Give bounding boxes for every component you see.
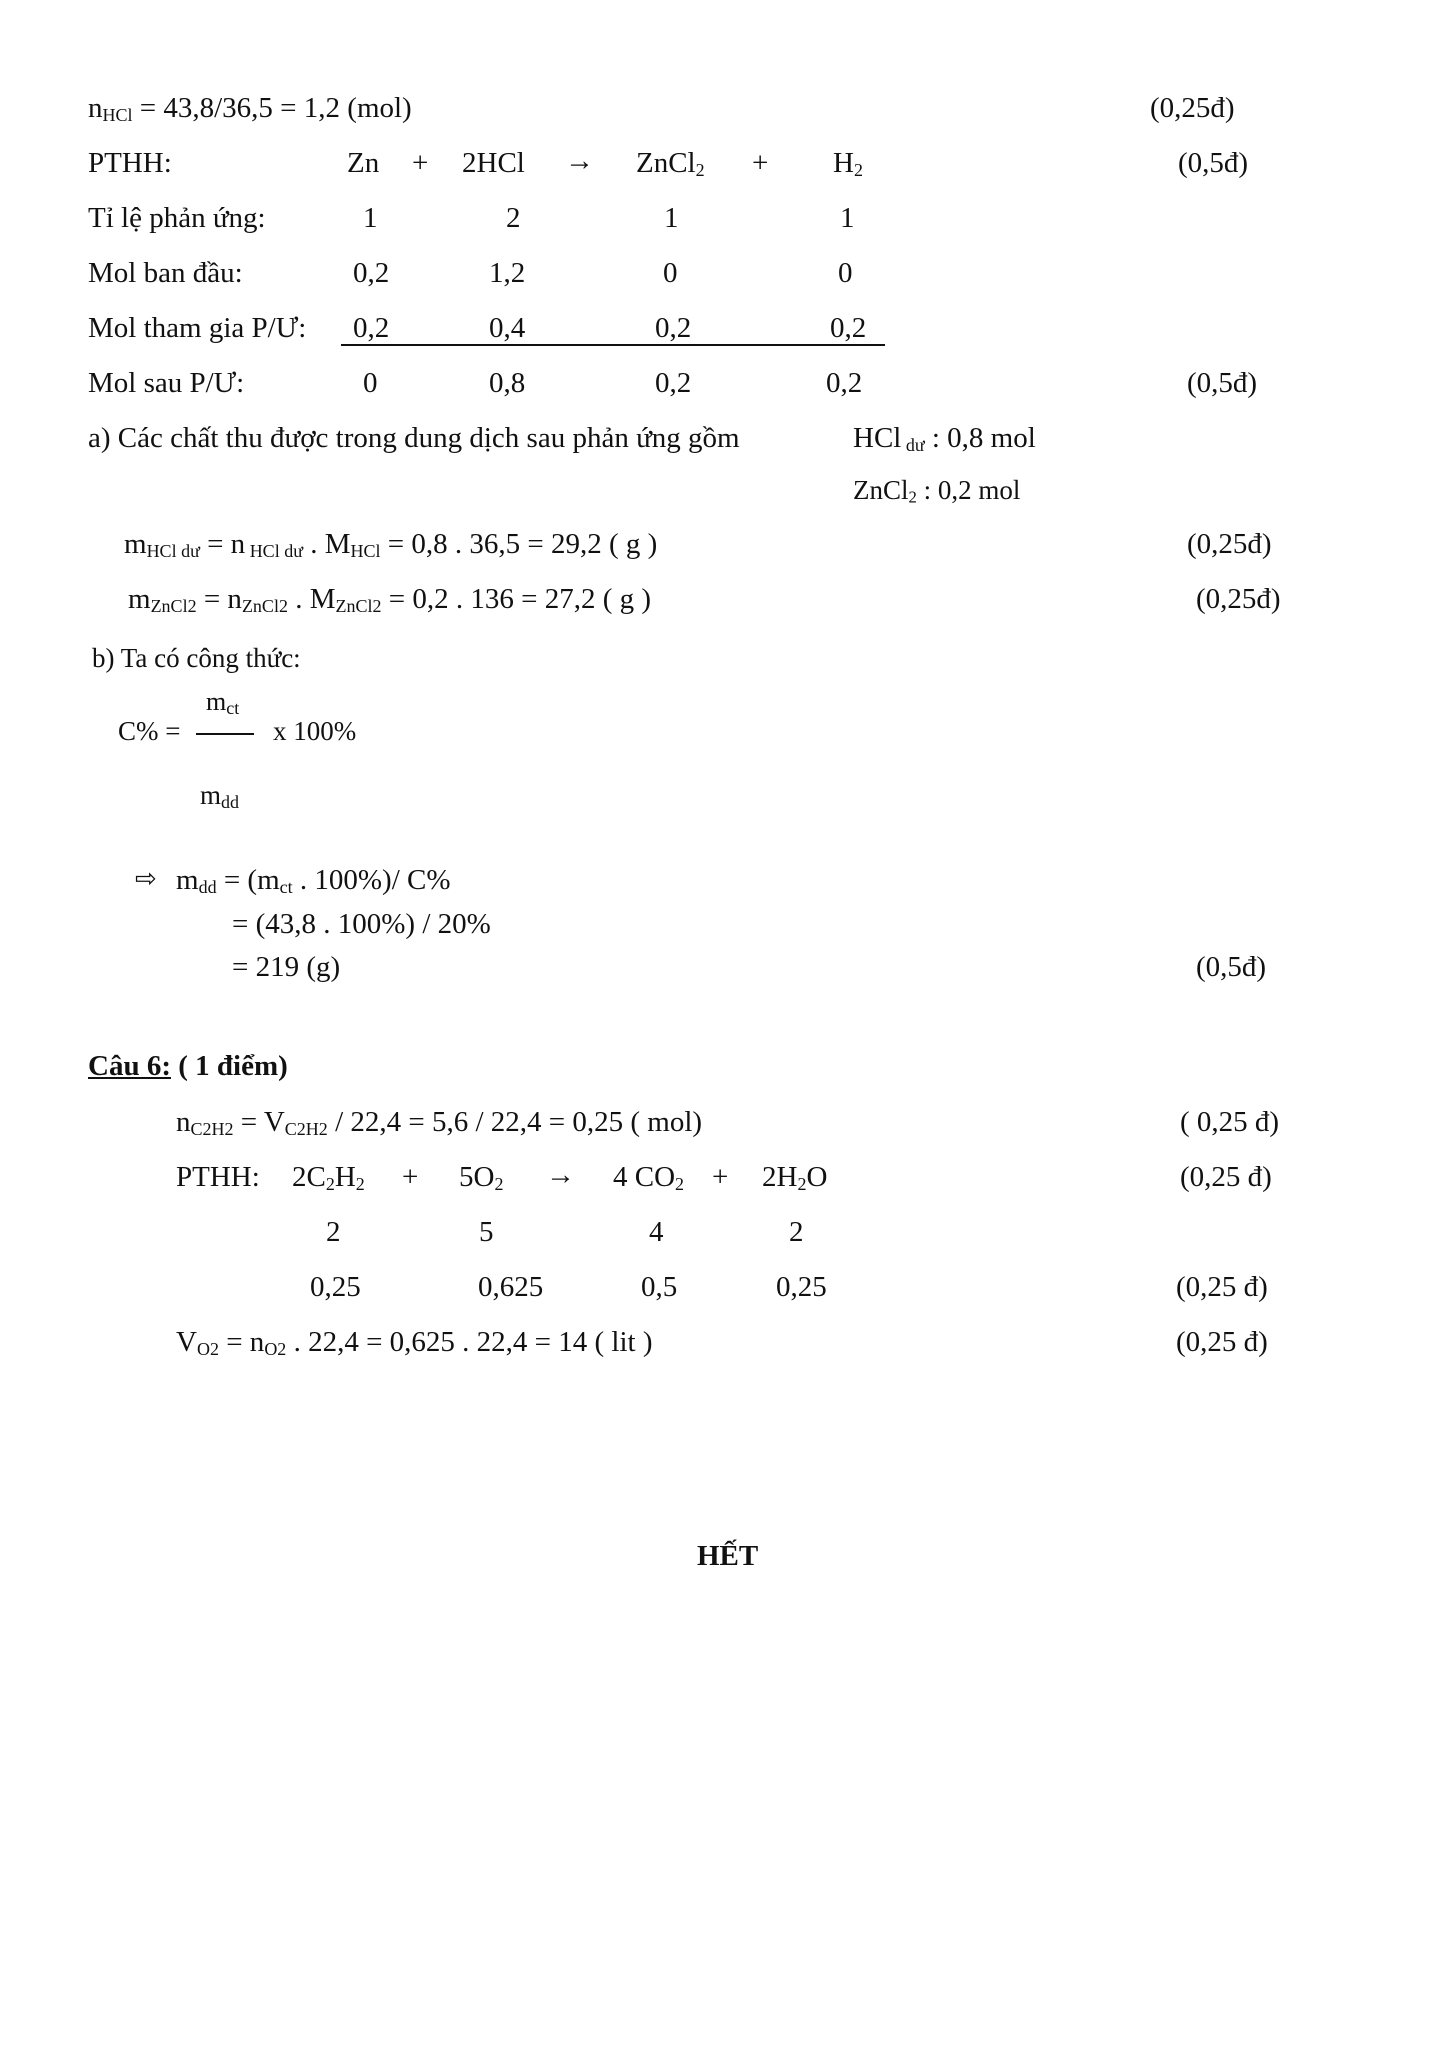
mass-hcl-line xyxy=(124,530,657,559)
denominator-symbol: m xyxy=(200,780,222,810)
after-h2: 0,2 xyxy=(826,367,863,399)
mol2-o2: 0,625 xyxy=(478,1271,544,1303)
n-symbol: n xyxy=(176,1106,191,1138)
numerator-symbol: m xyxy=(206,687,227,716)
mass-hcl-score: (0,25đ) xyxy=(1187,528,1272,560)
initial-zn: 0,2 xyxy=(353,257,390,289)
n-c2h2-line xyxy=(176,1108,702,1137)
formula-lhs: C% = xyxy=(118,716,181,746)
after-zn: 0 xyxy=(363,367,378,399)
plus-sign-2: + xyxy=(752,147,769,179)
o2-subscript: 2 xyxy=(494,1173,504,1194)
n-subscript-2: ZnCl2 xyxy=(241,595,288,616)
hcl-excess-subscript: dư xyxy=(901,434,925,455)
eq-n-o2: = n xyxy=(218,1326,265,1358)
mol2-score: (0,25 đ) xyxy=(1176,1271,1268,1303)
o2-base: 5O xyxy=(459,1161,495,1193)
v-o2-line xyxy=(176,1328,653,1357)
mdd-score: (0,5đ) xyxy=(1196,951,1267,983)
plus-sign: + xyxy=(412,147,429,179)
zncl2-amount-subscript: 2 xyxy=(908,487,917,507)
reactant-c2h2 xyxy=(292,1163,365,1192)
product-h2o xyxy=(762,1163,827,1192)
co2-subscript: 2 xyxy=(675,1173,685,1194)
initial-label: Mol ban đầu: xyxy=(88,257,243,289)
pthh-label: PTHH: xyxy=(88,147,172,179)
M-subscript: HCl xyxy=(350,540,381,561)
nhcl-symbol: n xyxy=(88,92,103,124)
mass-zncl2-calc: = 0,2 . 136 = 27,2 ( g ) xyxy=(381,583,652,615)
mdd-line-1 xyxy=(176,866,451,895)
part-b-title: b) Ta có công thức: xyxy=(92,643,301,673)
nhcl-calc: = 43,8/36,5 = 1,2 (mol) xyxy=(132,92,412,124)
reactant-zn: Zn xyxy=(347,147,380,179)
fraction-denominator xyxy=(200,780,240,812)
nhcl-line xyxy=(88,94,412,123)
product-zncl2 xyxy=(636,149,705,178)
hcl-excess-value: : 0,8 mol xyxy=(924,422,1036,454)
initial-h2: 0 xyxy=(838,257,853,289)
mdd-subscript: dd xyxy=(198,876,217,897)
reaction-arrow-icon: → xyxy=(565,145,594,177)
ratio-zncl2: 1 xyxy=(664,202,679,234)
cau6-heading xyxy=(88,1052,288,1081)
pthh2-score: (0,25 đ) xyxy=(1180,1161,1272,1193)
ratio2-co2: 4 xyxy=(649,1216,664,1248)
reacted-hcl: 0,4 xyxy=(489,312,526,344)
formula-times: x 100% xyxy=(273,716,357,746)
v-o2-calc: . 22,4 = 0,625 . 22,4 = 14 ( lit ) xyxy=(286,1326,653,1358)
implies-arrow-icon: ⇨ xyxy=(135,864,157,893)
m-symbol-2: m xyxy=(128,583,151,615)
fraction-bar xyxy=(196,733,254,735)
mol2-c2h2: 0,25 xyxy=(310,1271,361,1303)
cau6-title: Câu 6: xyxy=(88,1050,171,1082)
mdd-eq: = (m xyxy=(216,864,280,896)
n-c2h2-calc: / 22,4 = 5,6 / 22,4 = 0,25 ( mol) xyxy=(327,1106,703,1138)
mass-zncl2-score: (0,25đ) xyxy=(1196,583,1281,615)
ratio-h2: 1 xyxy=(840,202,855,234)
M-subscript-2: ZnCl2 xyxy=(335,595,382,616)
v-symbol: V xyxy=(176,1326,197,1358)
after-hcl: 0,8 xyxy=(489,367,526,399)
mol2-co2: 0,5 xyxy=(641,1271,678,1303)
hcl-excess-symbol: HCl xyxy=(853,422,902,454)
plus-sign-4: + xyxy=(712,1161,729,1193)
initial-zncl2: 0 xyxy=(663,257,678,289)
ratio-zn: 1 xyxy=(363,202,378,234)
h2o-o: O xyxy=(806,1161,828,1193)
n-subscript: HCl dư xyxy=(245,540,303,561)
zncl2-amount-value: : 0,2 mol xyxy=(916,475,1021,505)
ratio-label: Tỉ lệ phản ứng: xyxy=(88,202,266,234)
ratio2-c2h2: 2 xyxy=(326,1216,341,1248)
zncl2-amount xyxy=(853,475,1021,507)
zncl2-amount-symbol: ZnCl xyxy=(853,475,909,505)
co2-base: 4 CO xyxy=(613,1161,676,1193)
reaction-arrow-icon-2: → xyxy=(546,1159,575,1191)
v-c2h2-subscript: C2H2 xyxy=(284,1118,328,1139)
cau6-points: ( 1 điểm) xyxy=(170,1050,288,1082)
after-zncl2: 0,2 xyxy=(655,367,692,399)
m-subscript-2: ZnCl2 xyxy=(150,595,197,616)
v-o2-subscript: O2 xyxy=(196,1338,219,1359)
table-divider xyxy=(341,344,885,346)
initial-hcl: 1,2 xyxy=(489,257,526,289)
mct-subscript: ct xyxy=(279,876,293,897)
reactant-hcl: 2HCl xyxy=(462,147,525,179)
end-marker: HẾT xyxy=(697,1540,759,1572)
mdd-symbol: m xyxy=(176,864,199,896)
after-label: Mol sau P/Ư: xyxy=(88,367,245,399)
h2-subscript: 2 xyxy=(853,159,863,180)
ratio-hcl: 2 xyxy=(506,202,521,234)
m-symbol: m xyxy=(124,528,147,560)
fraction-numerator xyxy=(206,687,240,718)
part-a-text: a) Các chất thu được trong dung dịch sau phản ứng gồm xyxy=(88,422,740,454)
c2h2-c: 2C xyxy=(292,1161,326,1193)
nhcl-score: (0,25đ) xyxy=(1150,92,1235,124)
dot-M-2: . M xyxy=(287,583,336,615)
product-co2 xyxy=(613,1163,684,1192)
dot-M: . M xyxy=(302,528,351,560)
mdd-rest: . 100%)/ C% xyxy=(292,864,451,896)
hcl-excess xyxy=(853,424,1036,453)
mass-hcl-calc: = 0,8 . 36,5 = 29,2 ( g ) xyxy=(380,528,658,560)
eq-n: = n xyxy=(199,528,246,560)
h2o-h: 2H xyxy=(762,1161,798,1193)
reacted-zncl2: 0,2 xyxy=(655,312,692,344)
mdd-line-2: = (43,8 . 100%) / 20% xyxy=(232,908,491,940)
mass-zncl2-line xyxy=(128,585,651,614)
reacted-label: Mol tham gia P/Ư: xyxy=(88,312,307,344)
zncl2-base: ZnCl xyxy=(636,147,696,179)
v-o2-score: (0,25 đ) xyxy=(1176,1326,1268,1358)
reactant-o2 xyxy=(459,1163,503,1192)
n-o2-subscript: O2 xyxy=(264,1338,287,1359)
denominator-subscript: dd xyxy=(221,791,240,812)
pthh-score: (0,5đ) xyxy=(1178,147,1249,179)
ratio2-o2: 5 xyxy=(479,1216,494,1248)
eq-n-2: = n xyxy=(196,583,242,615)
after-score: (0,5đ) xyxy=(1187,367,1258,399)
c2h2-h: H xyxy=(334,1161,356,1193)
numerator-subscript: ct xyxy=(226,697,240,718)
zncl2-subscript: 2 xyxy=(695,159,705,180)
nhcl-subscript: HCl xyxy=(102,104,133,125)
n-c2h2-subscript: C2H2 xyxy=(190,1118,234,1139)
m-subscript: HCl dư xyxy=(146,540,200,561)
c2h2-sub1: 2 xyxy=(325,1173,335,1194)
plus-sign-3: + xyxy=(402,1161,419,1193)
mdd-line-3: = 219 (g) xyxy=(232,951,341,983)
h2o-subscript: 2 xyxy=(797,1173,807,1194)
pthh2-label: PTHH: xyxy=(176,1161,260,1193)
h2-base: H xyxy=(833,147,854,179)
c2h2-sub2: 2 xyxy=(355,1173,365,1194)
ratio2-h2o: 2 xyxy=(789,1216,804,1248)
mol2-h2o: 0,25 xyxy=(776,1271,827,1303)
eq-v: = V xyxy=(233,1106,285,1138)
reacted-zn: 0,2 xyxy=(353,312,390,344)
reacted-h2: 0,2 xyxy=(830,312,867,344)
n-c2h2-score: ( 0,25 đ) xyxy=(1180,1106,1280,1138)
product-h2 xyxy=(833,149,863,178)
